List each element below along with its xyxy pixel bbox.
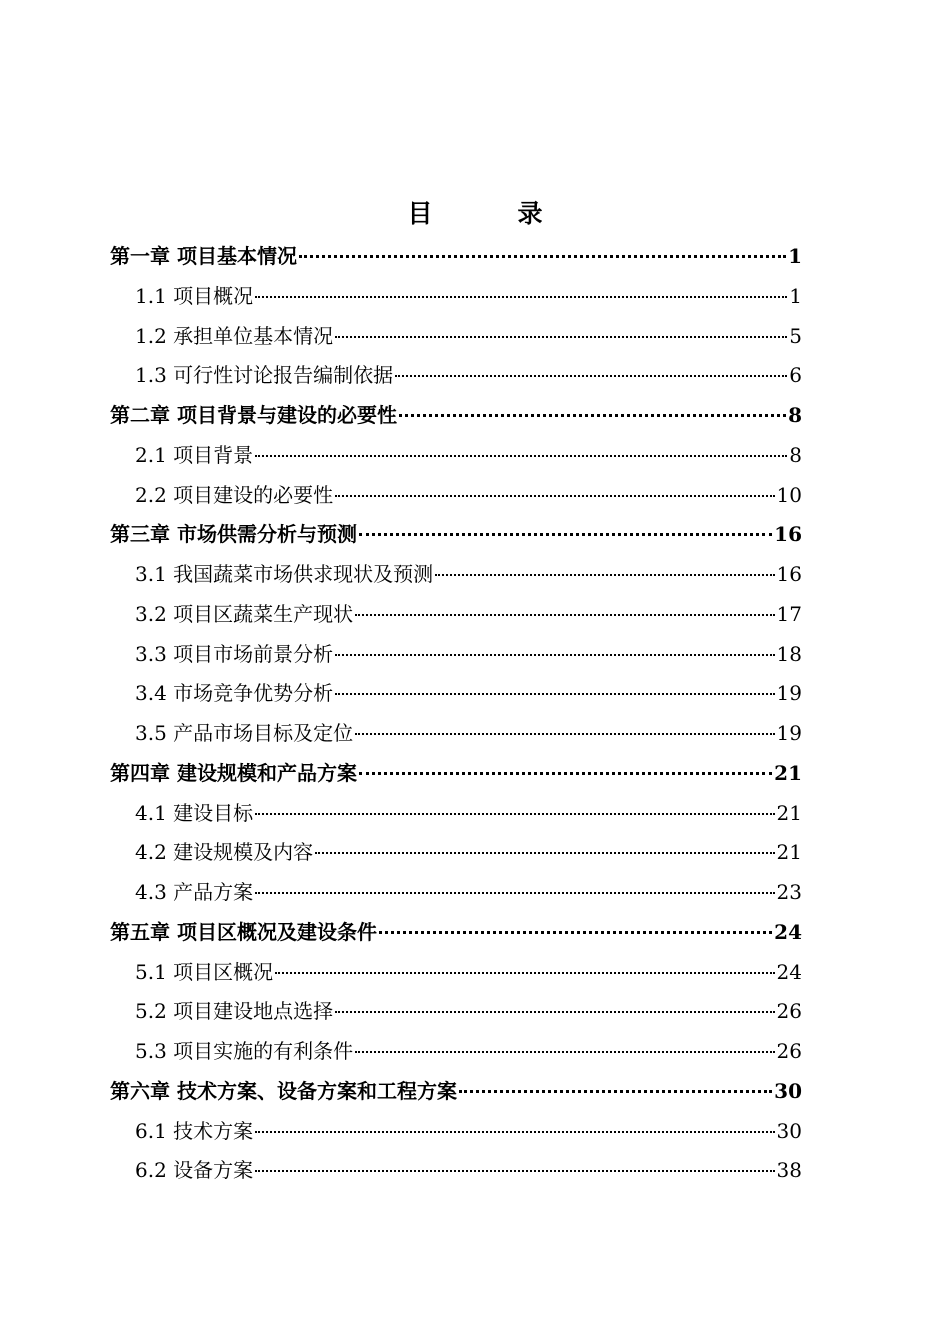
toc-section-entry[interactable] [110, 714, 802, 754]
toc-entry-label: 4.2 建设规模及内容 [135, 840, 314, 865]
toc-dot-leader [359, 533, 772, 536]
toc-entry-label: 5.3 项目实施的有利条件 [135, 1039, 354, 1063]
toc-page-number: 1 [789, 283, 802, 308]
toc-chapter-entry[interactable] [110, 913, 802, 953]
toc-entry-label: 2.1 项目背景 [135, 442, 254, 467]
toc-section-entry[interactable] [110, 873, 802, 913]
toc-entry-label: 3.2 项目区蔬菜生产现状 [135, 601, 354, 626]
toc-dot-leader [335, 1011, 774, 1013]
toc-entry-label: 第五章 项目区概况及建设条件 [110, 919, 377, 944]
toc-chapter-entry[interactable] [110, 515, 802, 555]
toc-dot-leader [315, 852, 774, 854]
toc-dot-leader [379, 931, 772, 934]
toc-page-number: 18 [776, 641, 802, 666]
toc-dot-leader [255, 813, 774, 815]
toc-dot-leader [255, 1131, 774, 1133]
toc-dot-leader [335, 495, 774, 497]
toc-entry-label: 第六章 技术方案、设备方案和工程方案 [110, 1078, 457, 1103]
toc-page-number: 19 [776, 721, 802, 745]
toc-page-number: 38 [776, 1158, 802, 1183]
toc-dot-leader [435, 574, 774, 576]
toc-entry-label: 1.3 可行性讨论报告编制依据 [135, 363, 394, 388]
toc-page-number: 21 [776, 800, 802, 825]
toc-entry-label: 3.4 市场竞争优势分析 [135, 681, 334, 706]
toc-section-entry[interactable] [110, 794, 802, 834]
toc-entry-label: 6.1 技术方案 [135, 1118, 254, 1143]
toc-chapter-entry[interactable] [110, 1072, 802, 1112]
toc-section-entry[interactable] [110, 953, 802, 993]
toc-section-entry[interactable] [110, 1112, 802, 1152]
toc-page-number: 30 [774, 1078, 802, 1103]
toc-page-number: 21 [774, 760, 802, 785]
toc-entry-label: 2.2 项目建设的必要性 [135, 482, 334, 507]
toc-page-number: 16 [776, 562, 802, 586]
toc-page-number: 8 [789, 442, 802, 467]
toc-entry-label: 5.2 项目建设地点选择 [135, 999, 334, 1024]
toc-section-entry[interactable] [110, 1032, 802, 1072]
toc-dot-leader [255, 455, 787, 457]
toc-title: 目 录 [407, 199, 573, 228]
toc-dot-leader [355, 614, 774, 616]
toc-page-number: 21 [776, 840, 802, 865]
toc-dot-leader [255, 296, 787, 298]
toc-dot-leader [399, 414, 786, 417]
toc-section-entry[interactable] [110, 317, 802, 357]
toc-dot-leader [275, 972, 774, 974]
toc-section-entry[interactable] [110, 674, 802, 714]
toc-entry-label: 3.3 项目市场前景分析 [135, 641, 334, 666]
toc-dot-leader [355, 1051, 774, 1053]
toc-entry-label: 5.1 项目区概况 [135, 959, 274, 984]
toc-page-number: 26 [776, 1039, 802, 1063]
toc-entry-label: 3.1 我国蔬菜市场供求现状及预测 [135, 562, 434, 586]
toc-dot-leader [335, 654, 774, 656]
toc-section-entry[interactable] [110, 436, 802, 476]
toc-page-number: 17 [776, 601, 802, 626]
toc-entry-label: 1.2 承担单位基本情况 [135, 323, 334, 348]
toc-page-number: 6 [789, 363, 802, 388]
toc-section-entry[interactable] [110, 476, 802, 516]
toc-dot-leader [299, 255, 786, 258]
toc-section-entry[interactable] [110, 992, 802, 1032]
toc-page-number: 8 [788, 403, 802, 427]
toc-entry-label: 4.3 产品方案 [135, 880, 254, 904]
toc-page-number: 23 [776, 880, 802, 904]
toc-dot-leader [395, 375, 787, 377]
toc-page-number: 19 [776, 681, 802, 706]
toc-page-number: 16 [774, 522, 802, 547]
toc-section-entry[interactable] [110, 1151, 802, 1191]
toc-page-number: 26 [776, 999, 802, 1024]
toc-entry-label: 第二章 项目背景与建设的必要性 [110, 403, 397, 427]
toc-dot-leader [255, 892, 774, 894]
toc-chapter-entry[interactable] [110, 396, 802, 436]
toc-entry-label: 4.1 建设目标 [135, 800, 254, 825]
toc-chapter-entry[interactable] [110, 754, 802, 794]
toc-section-entry[interactable] [110, 635, 802, 675]
toc-dot-leader [355, 733, 774, 735]
toc-page-number: 30 [776, 1118, 802, 1143]
toc-section-entry[interactable] [110, 833, 802, 873]
toc-entry-label: 第三章 市场供需分析与预测 [110, 522, 357, 547]
toc-entry-label: 6.2 设备方案 [135, 1158, 254, 1183]
toc-page-number: 24 [774, 919, 802, 944]
toc-page-number: 1 [788, 244, 802, 268]
toc-dot-leader [255, 1170, 774, 1172]
toc-section-entry[interactable] [110, 277, 802, 317]
toc-entry-label: 1.1 项目概况 [135, 283, 254, 308]
toc-section-entry[interactable] [110, 595, 802, 635]
toc-dot-leader [359, 772, 772, 775]
toc-list [110, 237, 802, 1191]
toc-dot-leader [335, 693, 774, 695]
toc-section-entry[interactable] [110, 356, 802, 396]
toc-entry-label: 3.5 产品市场目标及定位 [135, 721, 354, 745]
toc-section-entry[interactable] [110, 555, 802, 595]
toc-dot-leader [335, 336, 787, 338]
toc-page-number: 24 [776, 959, 802, 984]
toc-entry-label: 第一章 项目基本情况 [110, 244, 297, 268]
toc-dot-leader [459, 1090, 772, 1093]
toc-page-number: 5 [789, 323, 802, 348]
toc-entry-label: 第四章 建设规模和产品方案 [110, 760, 357, 785]
toc-page-number: 10 [776, 482, 802, 507]
toc-chapter-entry[interactable] [110, 237, 802, 277]
